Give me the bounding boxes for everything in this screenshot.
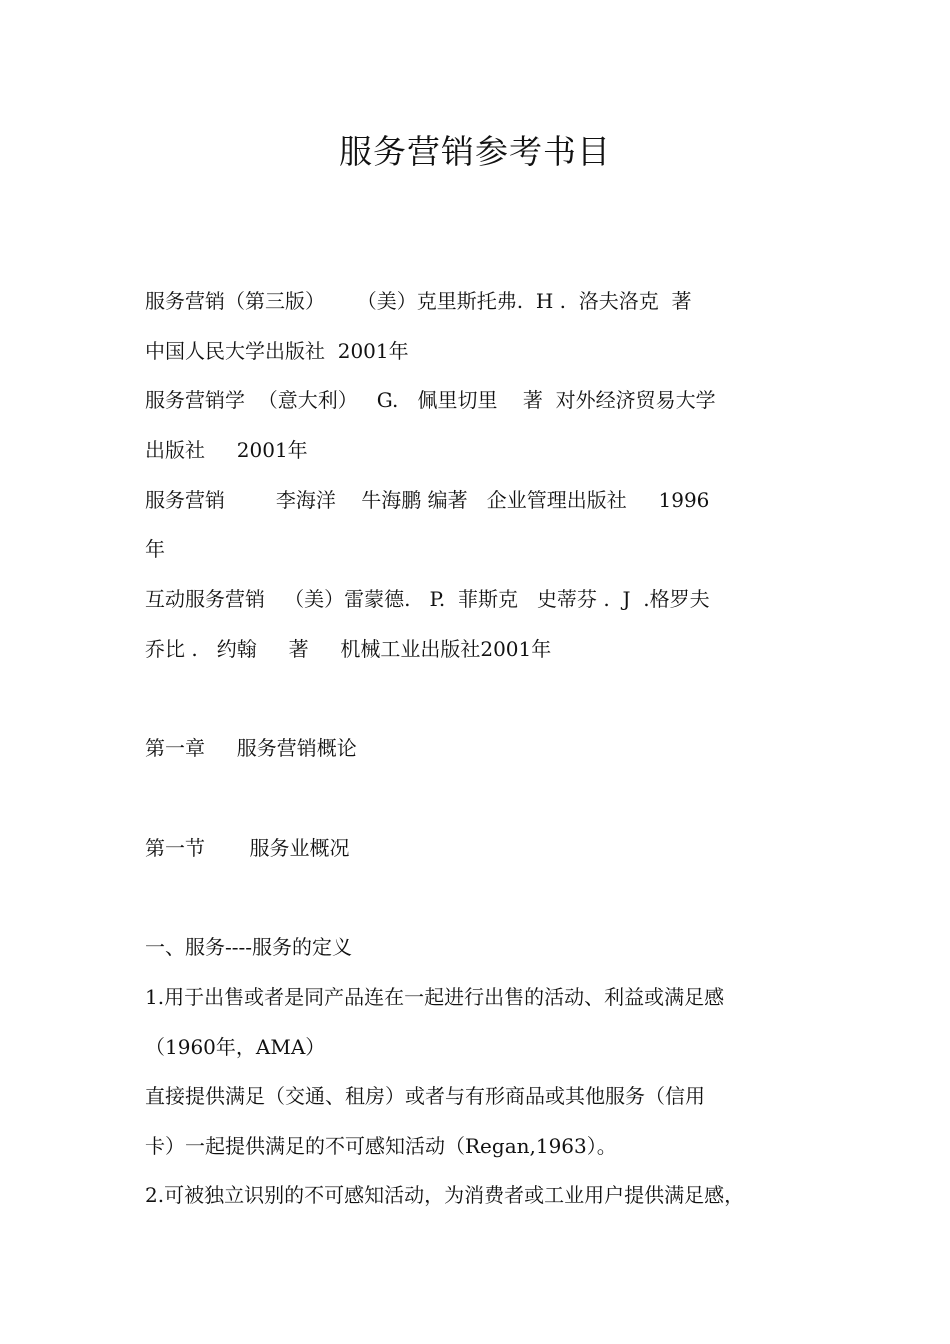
paragraph-line: （1960年，AMA） bbox=[145, 1035, 326, 1059]
reference-entry-1-line-1: 服务营销（第三版） （美）克里斯托弗. H . 洛夫洛克 著 bbox=[145, 289, 692, 313]
paragraph-line: 直接提供满足（交通、租房）或者与有形商品或其他服务（信用 bbox=[145, 1084, 705, 1108]
reference-entry-2-line-1: 服务营销学 （意大利） G. 佩里切里 著 对外经济贸易大学 bbox=[145, 388, 716, 412]
reference-entry-4-line-1: 互动服务营销 （美）雷蒙德. P. 菲斯克 史蒂芬 . J .格罗夫 bbox=[145, 587, 710, 611]
reference-entry-1-line-2: 中国人民大学出版社 2001年 bbox=[145, 339, 409, 363]
paragraph-line: 1.用于出售或者是同产品连在一起进行出售的活动、利益或满足感 bbox=[145, 985, 725, 1009]
subsection-heading: 一、服务----服务的定义 bbox=[145, 935, 353, 959]
document-title: 服务营销参考书目 bbox=[339, 132, 611, 171]
section-heading: 第一节 服务业概况 bbox=[145, 836, 350, 860]
reference-entry-4-line-2: 乔比 . 约翰 著 机械工业出版社2001年 bbox=[145, 637, 552, 661]
reference-entry-3-line-2: 年 bbox=[145, 537, 165, 561]
paragraph-line: 2.可被独立识别的不可感知活动，为消费者或工业用户提供满足感， bbox=[145, 1183, 745, 1207]
reference-entry-2-line-2: 出版社 2001年 bbox=[145, 438, 308, 462]
paragraph-line: 卡）一起提供满足的不可感知活动（Regan,1963）。 bbox=[145, 1134, 617, 1158]
reference-entry-3-line-1: 服务营销 李海洋 牛海鹏 编著 企业管理出版社 1996 bbox=[145, 488, 710, 512]
chapter-heading: 第一章 服务营销概论 bbox=[145, 736, 357, 760]
